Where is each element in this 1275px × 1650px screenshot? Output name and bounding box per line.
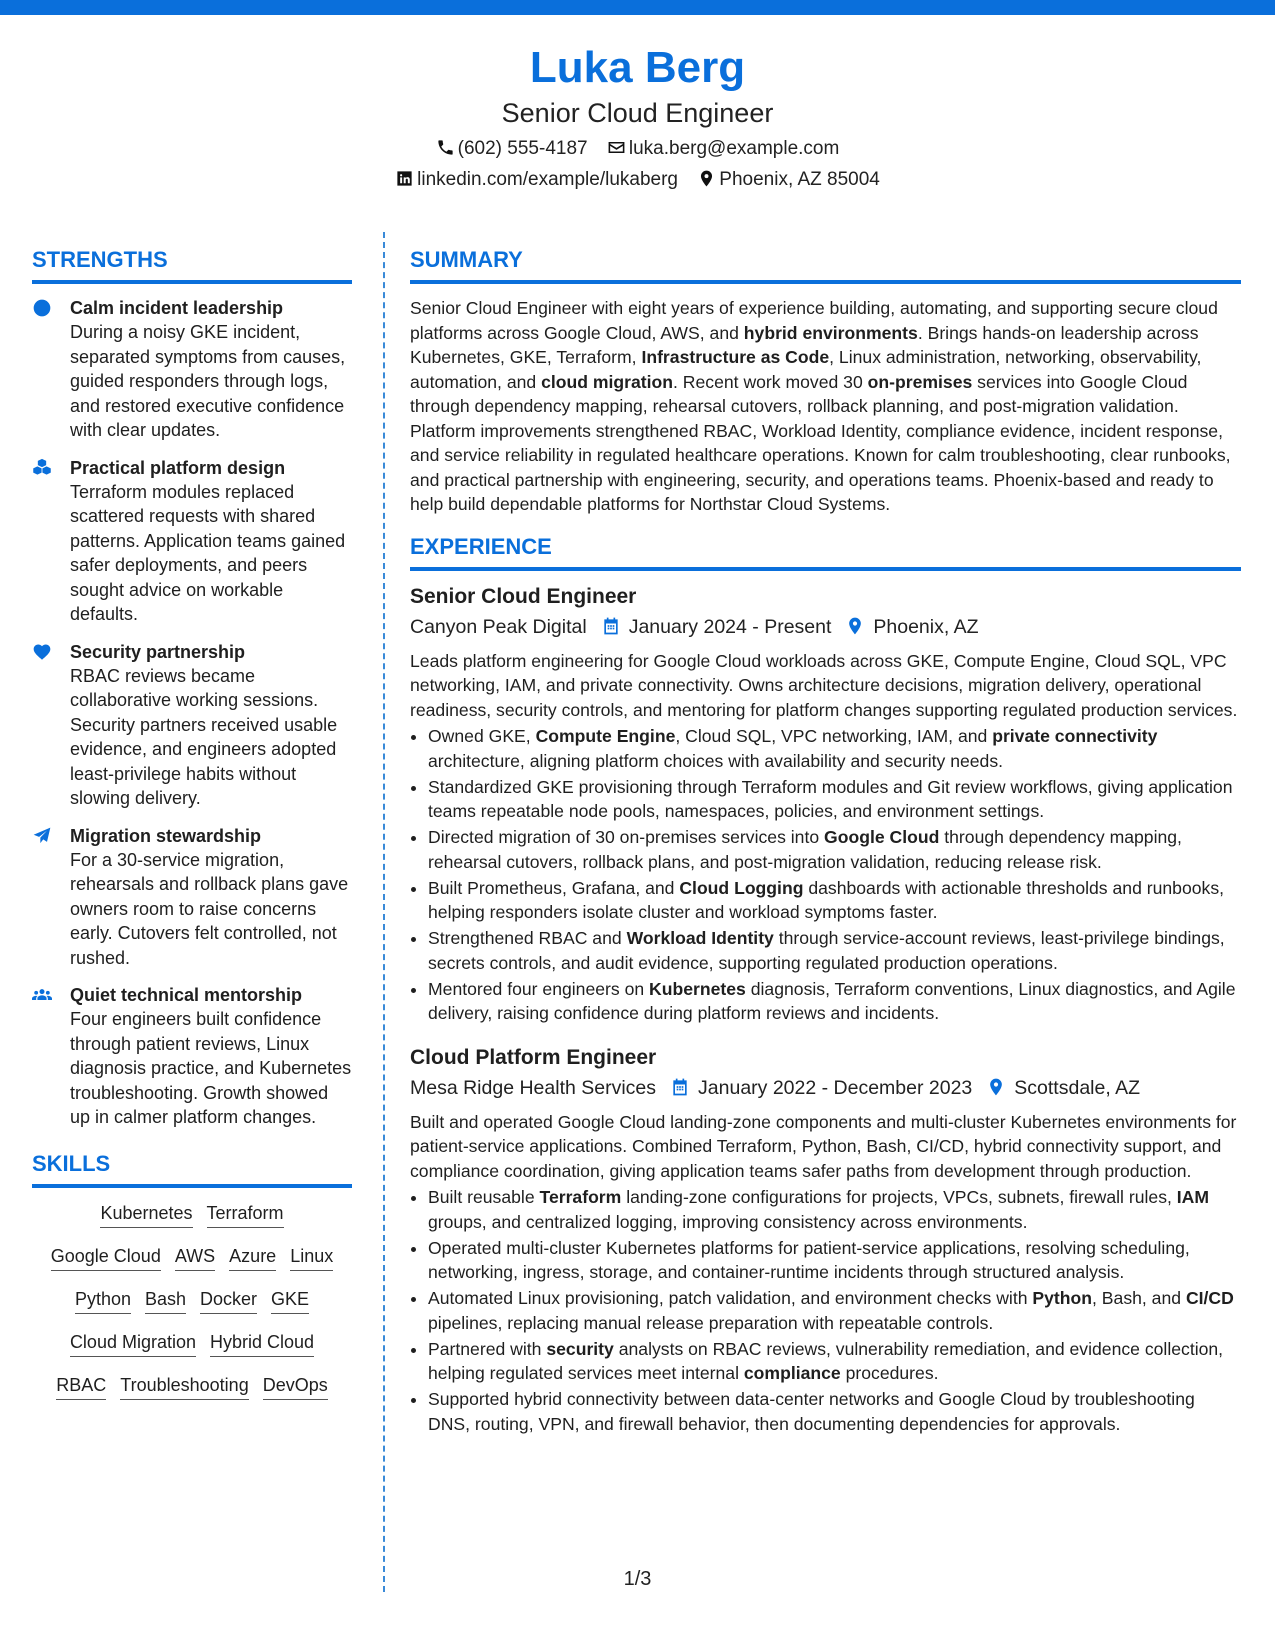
skill-row xyxy=(32,1329,352,1357)
skill-tag: Azure xyxy=(229,1243,276,1271)
strength-desc: For a 30-service migration, rehearsals and rollback plans gave owners room to raise concerns early. Cutovers felt controlled, not rushed. xyxy=(70,849,349,968)
bold-keyword: security xyxy=(546,1338,614,1359)
cubes-icon xyxy=(32,458,52,478)
bullet-item xyxy=(428,724,1241,773)
bold-keyword: on-premises xyxy=(867,371,973,392)
job-dates: January 2022 - December 2023 xyxy=(698,1076,973,1099)
text-run: landing-zone configurations for projects, VPCs, subnets, firewall rules, xyxy=(621,1187,1177,1207)
text-run: Built Prometheus, Grafana, and xyxy=(428,877,680,898)
job-bullets xyxy=(410,1185,1241,1436)
right-column xyxy=(410,246,1241,1454)
text-run: Strengthened RBAC and xyxy=(428,928,627,948)
strength-title: Calm incident leadership xyxy=(70,298,284,318)
calendar-icon xyxy=(601,616,621,636)
bullet-item xyxy=(428,926,1241,975)
job-meta xyxy=(410,1074,1241,1102)
strength-item xyxy=(32,296,352,443)
strength-item xyxy=(32,824,352,971)
job-dates: January 2024 - Present xyxy=(628,615,832,638)
text-run: Supported hybrid connectivity between data-center networks and Google Cloud by troubleshooting DNS, routing, VPN, and firewall behavior, then documenting dependencies for approvals. xyxy=(428,1389,1195,1434)
skill-tag: Linux xyxy=(290,1243,333,1271)
envelope-icon xyxy=(607,138,626,157)
linkedin-text: linkedin.com/example/lukaberg xyxy=(417,169,678,190)
bold-keyword: Compute Engine xyxy=(535,726,676,746)
skills-list xyxy=(32,1200,352,1400)
bold-keyword: Google Cloud xyxy=(824,827,940,847)
bullet-item xyxy=(428,1286,1241,1335)
left-column xyxy=(32,246,352,1415)
text-run: , Linux administration, networking, observability, automation, and xyxy=(410,347,1202,392)
job-entry xyxy=(410,1044,1241,1437)
strength-item xyxy=(32,983,352,1130)
strength-desc: RBAC reviews became collaborative working sessions. Security partners received usable evidence, and engineers adopted least-privilege habits without slowing delivery. xyxy=(70,665,338,808)
job-entry xyxy=(410,583,1241,1026)
resume-header xyxy=(0,42,1275,192)
phone-icon xyxy=(436,138,455,157)
bold-keyword: Infrastructure as Code xyxy=(641,347,830,367)
bold-keyword: hybrid environments xyxy=(743,322,918,343)
job-location: Scottsdale, AZ xyxy=(1014,1076,1141,1099)
text-run: groups, and centralized logging, improving consistency across environments. xyxy=(428,1211,1028,1232)
company-name: Canyon Peak Digital xyxy=(410,615,587,638)
text-run: Operated multi-cluster Kubernetes platforms for patient-service applications, resolving scheduling, networking, ingress, storage, and container-runtime incidents through structured analysis. xyxy=(428,1237,1190,1282)
strength-item xyxy=(32,640,352,811)
skill-tag: GKE xyxy=(271,1286,309,1314)
contact-line-2 xyxy=(0,168,1275,192)
summary-heading: SUMMARY xyxy=(410,246,1241,284)
text-run: through dependency mapping, rehearsal cutovers, rollback plans, and post-migration validation, reducing release risk. xyxy=(428,827,1182,872)
heart-icon xyxy=(32,642,52,662)
bold-keyword: private connectivity xyxy=(992,726,1158,746)
contact-line-1 xyxy=(0,137,1275,161)
bullet-item xyxy=(428,1236,1241,1285)
email-text: luka.berg@example.com xyxy=(628,138,840,159)
paper-plane-icon xyxy=(32,826,52,846)
bold-keyword: Workload Identity xyxy=(626,928,774,948)
bullet-item xyxy=(428,1185,1241,1234)
strength-desc: Terraform modules replaced scattered requests with shared patterns. Application teams gained safer deployments, and peers sought advice on workable defaults. xyxy=(70,481,346,624)
text-run: architecture, aligning platform choices with availability and security needs. xyxy=(428,750,1004,771)
bold-keyword: cloud migration xyxy=(541,371,674,392)
text-run: Partnered with xyxy=(428,1338,547,1359)
bold-keyword: CI/CD xyxy=(1185,1288,1234,1308)
text-run: Automated Linux provisioning, patch validation, and environment checks with xyxy=(428,1288,1033,1308)
text-run: , Cloud SQL, VPC networking, IAM, and xyxy=(675,726,993,746)
text-run: pipelines, replacing manual release preparation with repeatable controls. xyxy=(428,1312,994,1333)
strength-title: Quiet technical mentorship xyxy=(70,985,303,1005)
skill-tag: AWS xyxy=(175,1243,215,1271)
text-run: analysts on RBAC reviews, vulnerability remediation, and evidence collection, helping regulated services meet internal xyxy=(428,1338,1224,1383)
linkedin-icon xyxy=(395,169,414,188)
job-location: Phoenix, AZ xyxy=(873,615,979,638)
text-run: . Brings hands-on leadership across Kubernetes, GKE, Terraform, xyxy=(410,322,1199,367)
job-title: Cloud Platform Engineer xyxy=(410,1045,657,1069)
text-run: services into Google Cloud through dependency mapping, rehearsal cutovers, rollback planning, and post-migration validation. Platform improvements strengthened RBAC, Workload Identity, compliance evidence, incident response, and service reliability in regulated healthcare operations. Known for calm troubleshooting, clear runbooks, and practical partnership with engineering, security, and operations teams. Phoenix-based and ready to help build dependable platforms for Northstar Cloud Systems. xyxy=(410,371,1231,514)
text-run: Senior Cloud Engineer with eight years of experience building, automating, and supporting secure cloud platforms across Google Cloud, AWS, and xyxy=(410,298,1218,343)
bullet-item xyxy=(428,876,1241,925)
skill-tag: DevOps xyxy=(263,1372,328,1400)
bold-keyword: Kubernetes xyxy=(649,978,746,999)
experience-heading: EXPERIENCE xyxy=(410,533,1241,571)
text-run: . Recent work moved 30 xyxy=(673,371,868,392)
skills-heading: SKILLS xyxy=(32,1150,352,1188)
strength-title: Practical platform design xyxy=(70,457,286,478)
bullet-item xyxy=(428,825,1241,874)
bullet-item xyxy=(428,775,1241,824)
strength-item xyxy=(32,456,352,627)
experience-list xyxy=(410,583,1241,1437)
text-run: Owned GKE, xyxy=(428,726,536,746)
skill-tag: Kubernetes xyxy=(100,1200,192,1228)
lifebuoy-icon xyxy=(32,298,52,318)
summary-text xyxy=(410,296,1241,517)
text-run: diagnosis, Terraform conventions, Linux diagnostics, and Agile delivery, raising confidence during platform reviews and incidents. xyxy=(428,978,1236,1023)
candidate-name: Luka Berg xyxy=(529,43,746,92)
strength-title: Security partnership xyxy=(70,641,246,662)
text-run: Standardized GKE provisioning through Terraform modules and Git review workflows, giving application teams repeatable node pools, namespaces, policies, and environment settings. xyxy=(428,776,1233,821)
column-divider xyxy=(383,232,385,1592)
linkedin-contact[interactable] xyxy=(395,168,678,192)
bold-keyword: IAM xyxy=(1176,1187,1210,1207)
company-name: Mesa Ridge Health Services xyxy=(410,1076,657,1099)
skill-tag: Google Cloud xyxy=(51,1243,161,1271)
strength-desc: Four engineers built confidence through patient reviews, Linux diagnosis practice, and Kubernetes troubleshooting. Growth showed up in calmer platform changes. xyxy=(70,1009,352,1127)
strength-title: Migration stewardship xyxy=(70,825,262,846)
bullet-item xyxy=(428,1387,1241,1436)
map-pin-icon xyxy=(986,1077,1006,1097)
map-pin-icon xyxy=(697,169,716,188)
text-run: Directed migration of 30 on-premises services into xyxy=(428,827,825,847)
email-contact[interactable] xyxy=(607,137,839,161)
bullet-item xyxy=(428,1337,1241,1386)
bold-keyword: Python xyxy=(1032,1288,1093,1308)
text-run: , Bash, and xyxy=(1092,1288,1186,1308)
text-run: procedures. xyxy=(840,1363,939,1383)
skill-tag: RBAC xyxy=(56,1372,106,1400)
text-run: Mentored four engineers on xyxy=(428,978,650,999)
top-accent-bar xyxy=(0,0,1275,15)
skill-tag: Python xyxy=(75,1286,131,1314)
map-pin-icon xyxy=(845,616,865,636)
job-description: Built and operated Google Cloud landing-zone components and multi-cluster Kubernetes environments for patient-service applications. Combined Terraform, Python, Bash, CI/CD, hybrid connectivity support, and compliance coordination, giving application teams safer paths from development through production. xyxy=(410,1111,1237,1181)
bold-keyword: Terraform xyxy=(539,1187,622,1207)
skill-tag: Cloud Migration xyxy=(70,1329,196,1357)
skill-row xyxy=(32,1200,352,1228)
calendar-icon xyxy=(670,1077,690,1097)
skill-tag: Bash xyxy=(145,1286,186,1314)
skill-row xyxy=(32,1372,352,1400)
job-description: Leads platform engineering for Google Cloud workloads across GKE, Compute Engine, Cloud SQL, VPC networking, IAM, and private connectivity. Owns architecture decisions, migration delivery, operational readiness, security controls, and mentoring for platform changes supporting regulated production services. xyxy=(410,650,1238,720)
skill-tag: Terraform xyxy=(207,1200,284,1228)
skill-row xyxy=(32,1243,352,1271)
skill-row xyxy=(32,1286,352,1314)
users-icon xyxy=(32,985,52,1005)
candidate-title: Senior Cloud Engineer xyxy=(501,98,774,128)
location-contact xyxy=(697,168,880,192)
skill-tag: Hybrid Cloud xyxy=(210,1329,314,1357)
job-title: Senior Cloud Engineer xyxy=(410,584,637,608)
job-bullets xyxy=(410,724,1241,1026)
location-text: Phoenix, AZ 85004 xyxy=(719,169,880,190)
phone-text: (602) 555-4187 xyxy=(457,138,588,159)
strength-desc: During a noisy GKE incident, separated symptoms from causes, guided responders through logs, and restored executive confidence with clear updates. xyxy=(70,322,346,440)
bold-keyword: compliance xyxy=(743,1363,841,1383)
skill-tag: Troubleshooting xyxy=(120,1372,248,1400)
strengths-heading: STRENGTHS xyxy=(32,246,352,284)
bullet-item xyxy=(428,977,1241,1026)
page-number: 1/3 xyxy=(623,1568,652,1590)
skill-tag: Docker xyxy=(200,1286,257,1314)
text-run: dashboards with actionable thresholds and runbooks, helping responders isolate cluster and workload symptoms faster. xyxy=(428,877,1225,922)
job-meta xyxy=(410,613,1241,641)
bold-keyword: Cloud Logging xyxy=(679,877,804,898)
text-run: through service-account reviews, least-privilege bindings, secrets controls, and audit evidence, supporting regulated production operations. xyxy=(428,928,1225,973)
text-run: Built reusable xyxy=(428,1187,540,1207)
phone-contact xyxy=(436,137,588,161)
